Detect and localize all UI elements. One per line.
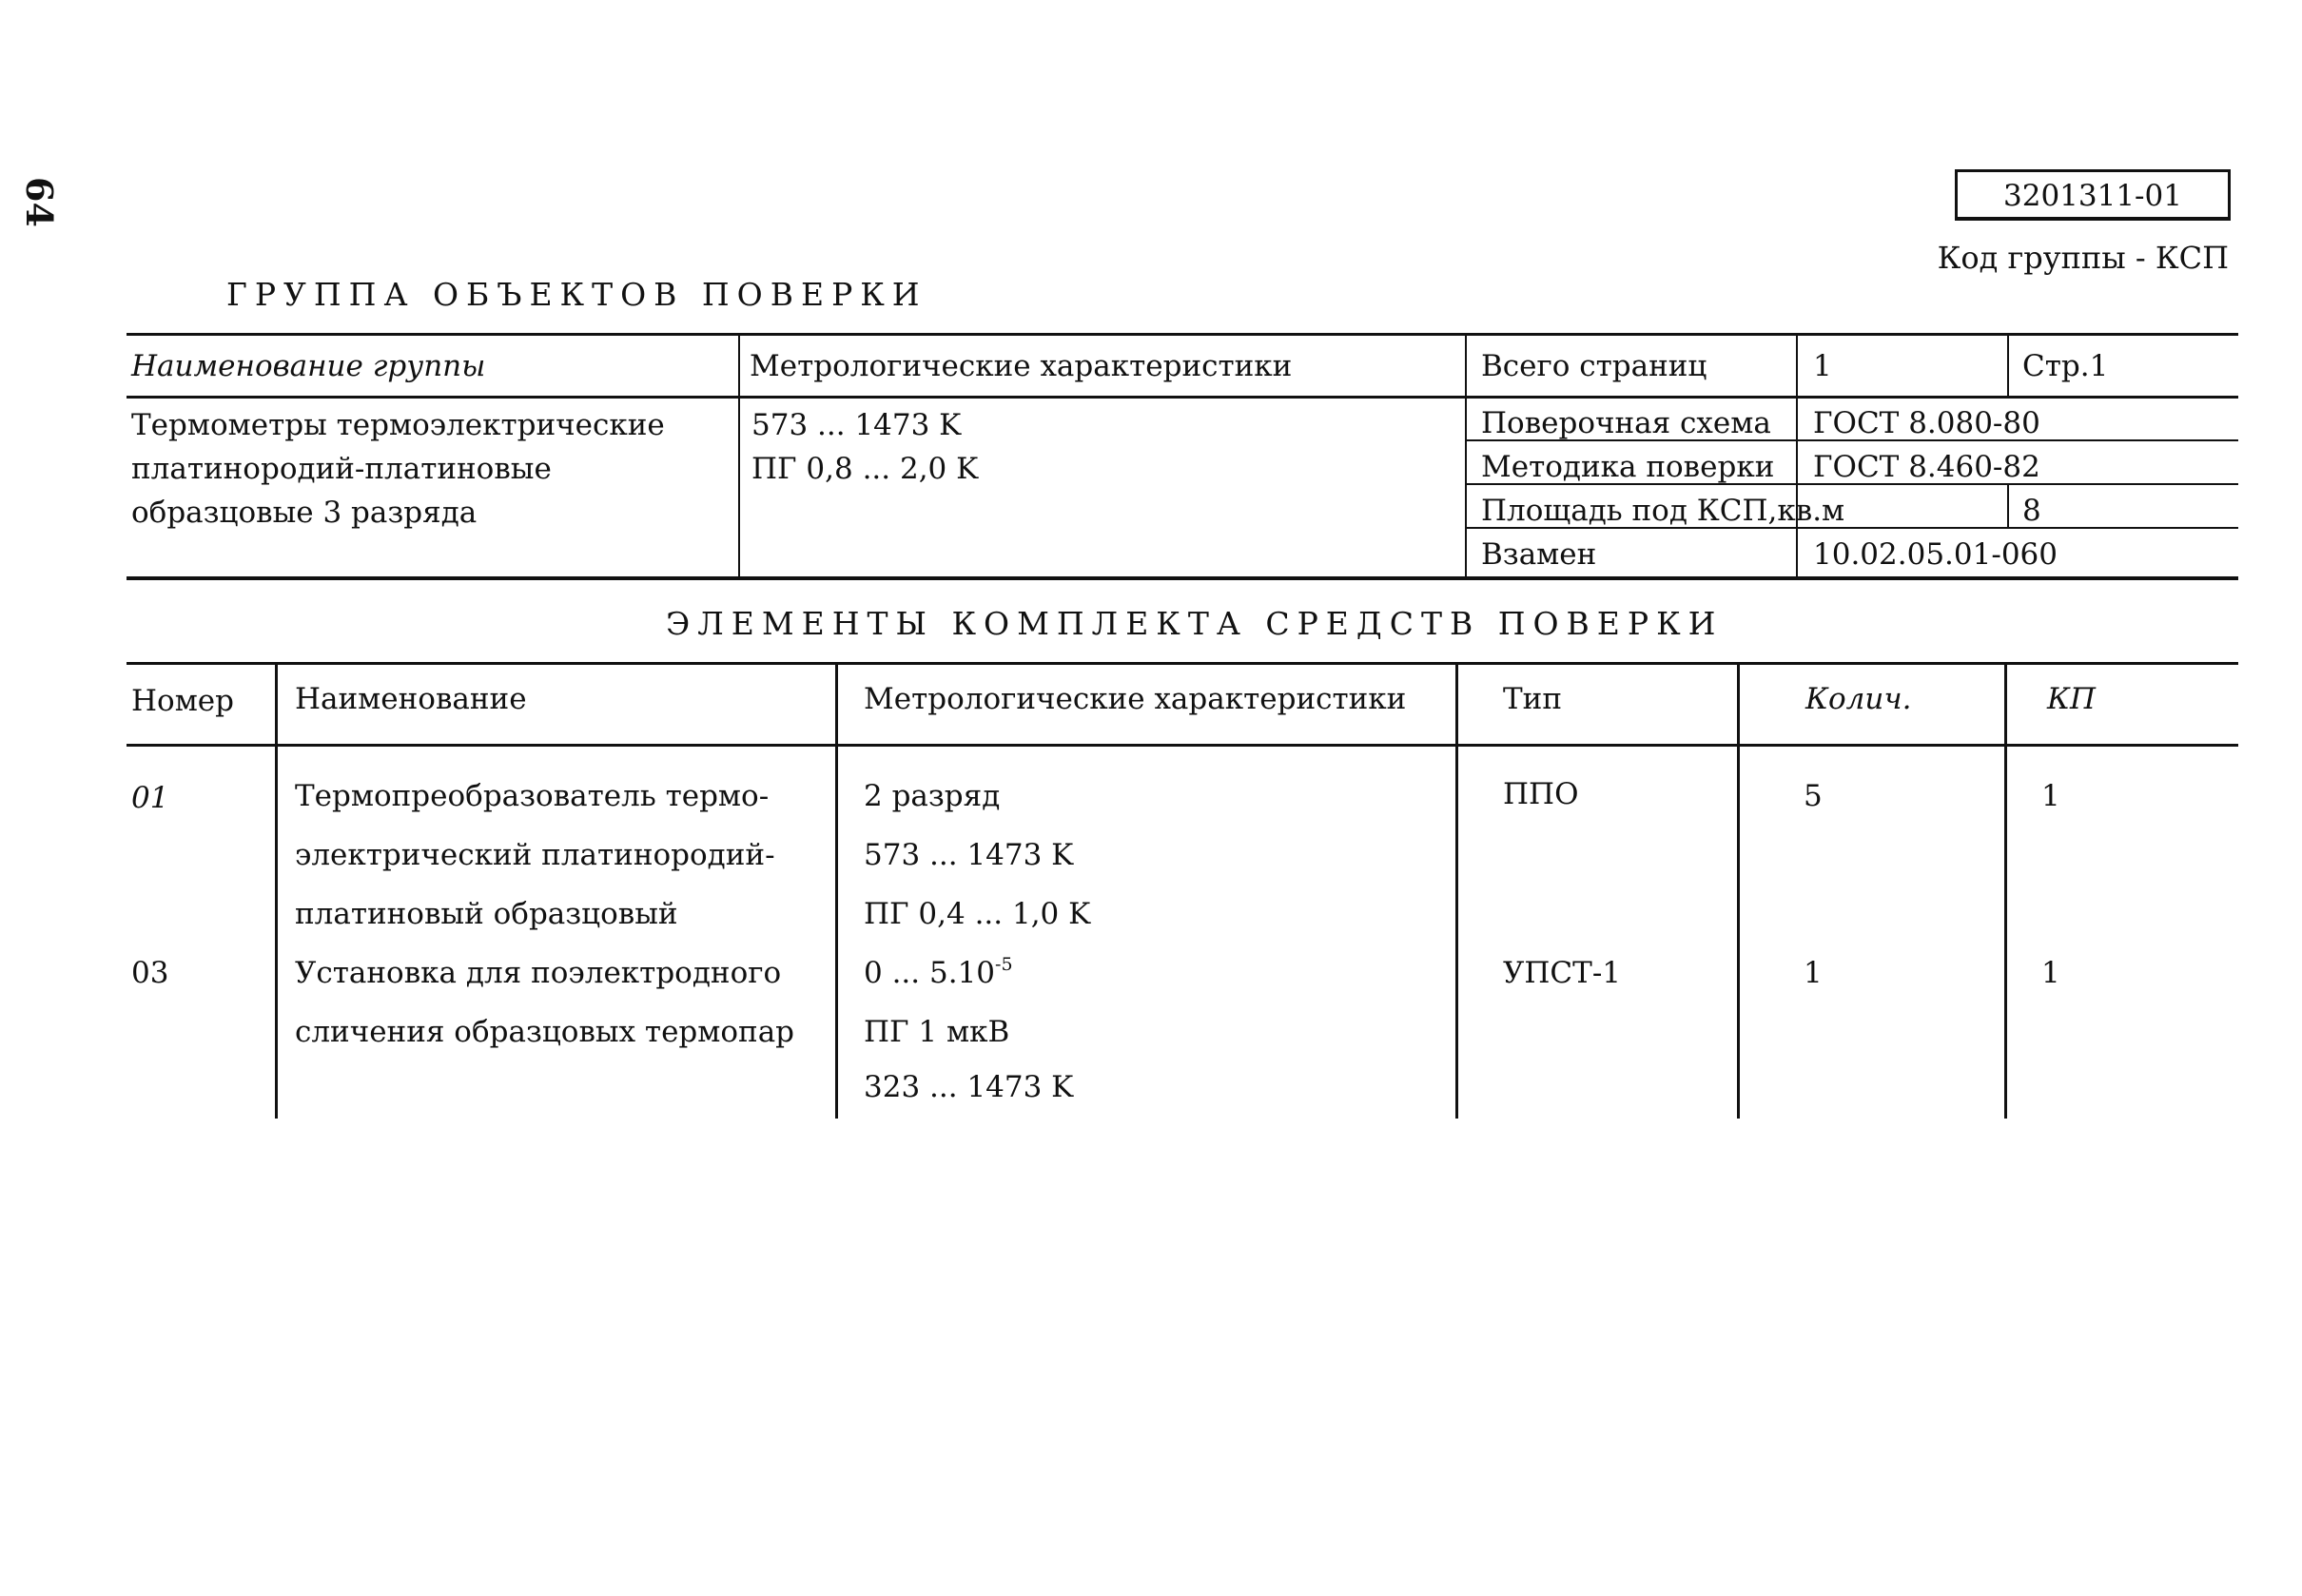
title-group: ГРУППА ОБЪЕКТОВ ПОВЕРКИ (226, 276, 927, 313)
col-number: Номер (131, 684, 235, 718)
group-table-vrule (738, 335, 740, 578)
area-label: Площадь под КСП,кв.м (1481, 494, 1845, 528)
row-name-line: платиновый образцовый (295, 897, 678, 931)
col-qty: Колич. (1805, 682, 1912, 716)
method-label: Методика поверки (1481, 450, 1775, 484)
group-table-vrule (1796, 335, 1798, 578)
col-type: Тип (1503, 682, 1562, 716)
method-value: ГОСТ 8.460-82 (1813, 450, 2040, 484)
group-metro-line: ПГ 0,8 ... 2,0 K (751, 452, 979, 486)
scheme-value: ГОСТ 8.080-80 (1813, 406, 2040, 440)
row-qty: 5 (1804, 779, 1823, 813)
replace-value: 10.02.05.01-060 (1813, 537, 2058, 572)
group-code: Код группы - КСП (1937, 240, 2229, 276)
doc-code: 3201311-01 (2003, 179, 2182, 213)
row-metro-line: 2 разряд (864, 779, 1001, 813)
area-value: 8 (2022, 494, 2041, 528)
row-number: 01 (131, 781, 169, 815)
row-metro-line: 323 ... 1473 K (864, 1070, 1074, 1104)
col-group-name: Наименование группы (131, 349, 486, 383)
elements-table-vrule (1455, 664, 1458, 1119)
row-name-line: Установка для поэлектродного (295, 956, 782, 990)
elements-table-top-rule (127, 662, 2238, 665)
scheme-label: Поверочная схема (1481, 406, 1771, 440)
col-metro: Метрологические характеристики (864, 682, 1407, 716)
elements-table-vrule (835, 664, 838, 1119)
row-type: ППО (1503, 777, 1579, 811)
page-label: Стр.1 (2022, 349, 2109, 383)
total-pages-label: Всего страниц (1481, 349, 1707, 383)
total-pages-value: 1 (1813, 349, 1832, 383)
group-table-top-rule (127, 333, 2238, 336)
elements-table-header-rule (127, 744, 2238, 747)
group-table-vrule (1465, 335, 1467, 578)
group-table-vrule (2007, 335, 2009, 398)
row-kp: 1 (2041, 956, 2060, 990)
row-name-line: Термопреобразователь термо- (295, 779, 770, 813)
replace-label: Взамен (1481, 537, 1597, 572)
group-table-bottom-rule (127, 576, 2238, 580)
row-qty: 1 (1804, 956, 1823, 990)
elements-table-vrule (2004, 664, 2007, 1119)
group-table-header-rule (127, 396, 2238, 399)
row-type: УПСТ-1 (1503, 956, 1622, 990)
row-metro-exponent: -5 (995, 953, 1013, 975)
elements-table-vrule (1737, 664, 1740, 1119)
row-metro-line: ПГ 0,4 ... 1,0 K (864, 897, 1091, 931)
group-name-line: образцовые 3 разряда (131, 496, 478, 530)
row-metro-line: 573 ... 1473 K (864, 838, 1074, 872)
col-metro: Метрологические характеристики (750, 349, 1293, 383)
group-table-vrule (2007, 485, 2009, 529)
title-elements: ЭЛЕМЕНТЫ КОМПЛЕКТА СРЕДСТВ ПОВЕРКИ (666, 605, 1724, 642)
group-name-line: Термометры термоэлектрические (131, 408, 665, 442)
elements-table-vrule (275, 664, 278, 1119)
page-number: 64 (18, 177, 61, 227)
group-name-line: платинородий-платиновые (131, 452, 552, 486)
row-kp: 1 (2041, 779, 2060, 813)
col-name: Наименование (295, 682, 527, 716)
col-kp: КП (2047, 682, 2097, 716)
group-metro-line: 573 ... 1473 K (751, 408, 962, 442)
row-name-line: электрический платинородий- (295, 838, 775, 872)
row-number: 03 (131, 956, 169, 990)
doc-code-box (1955, 169, 2231, 221)
row-name-line: сличения образцовых термопар (295, 1015, 795, 1049)
row-metro-line (864, 955, 1013, 991)
row-metro-line: ПГ 1 мкВ (864, 1015, 1010, 1049)
row-metro-base: 0 ... 5.10 (864, 956, 996, 990)
